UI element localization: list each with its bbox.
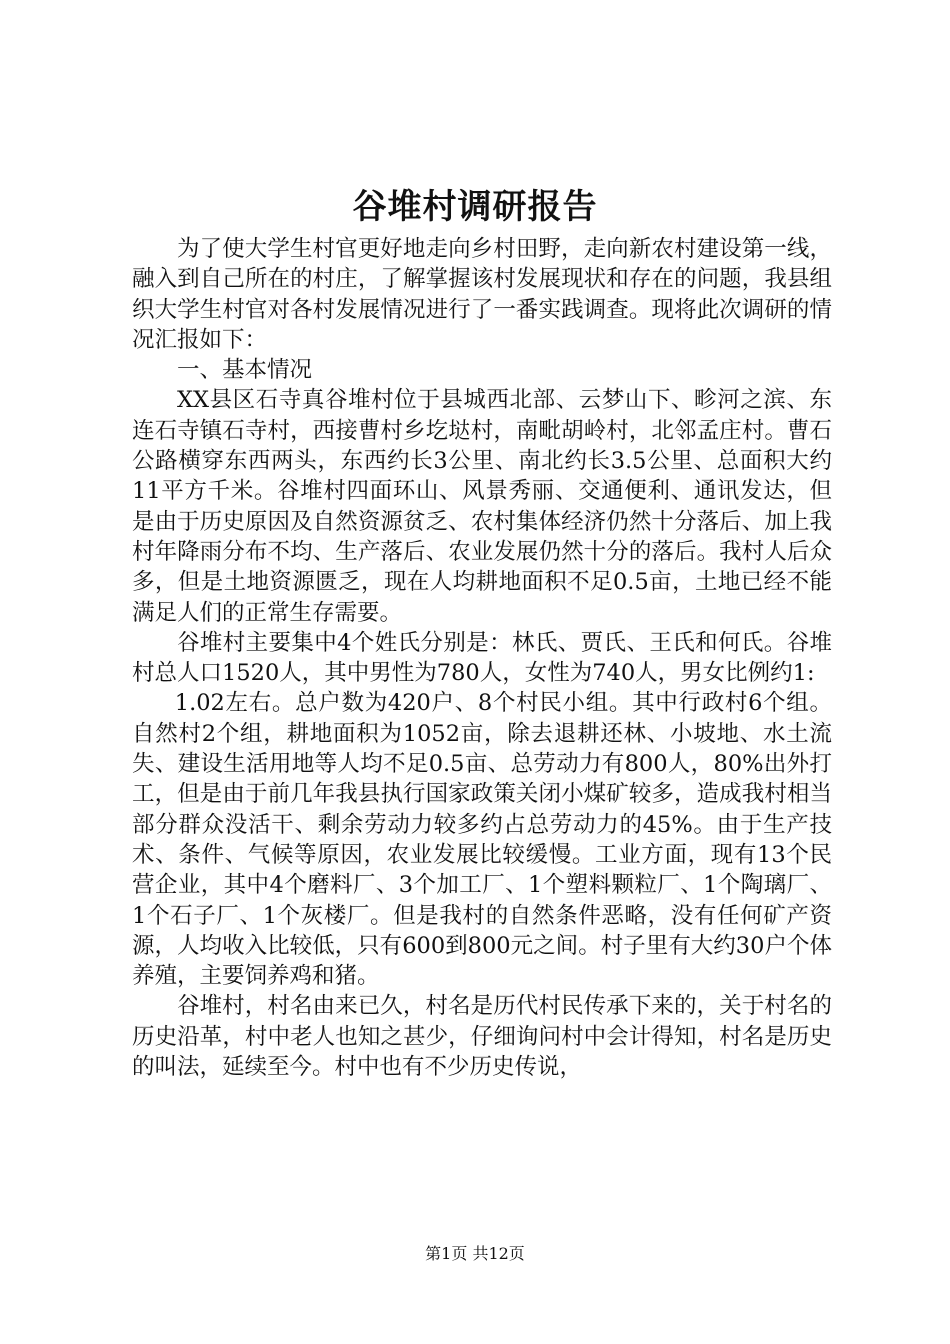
section-heading-basic-info: 一、基本情况 [177, 357, 313, 384]
paragraph-village-name: 谷堆村，村名由来已久，村名是历代村民传承下来的，关于村名的历史沿革，村中老人也知之甚少，仔细询问村中会计得知，村名是历史的叫法，延续至今。村中也有不少历史传说， [132, 993, 832, 1081]
paragraph-households: 1.02左右。总户数为420户、8个村民小组。其中行政村6个组。自然村2个组，耕地面积为1052亩，除去退耕还林、小坡地、水土流失、建设生活用地等人均不足0.5亩、总劳动力有800人，80%出外打工，但是由于前几年我县执行国家政策关闭小煤矿较多，造成我村相当部分群众没活干、剩余劳动力较多约占总劳动力的45%。由于生产技术、条件、气候等原因，农业发展比较缓慢。工业方面，现有13个民营企业，其中4个磨料厂、3个加工厂、1个塑料颗粒厂、1个陶璃厂、1个石子厂、1个灰楼厂。但是我村的自然条件恶略，没有任何矿产资源，人均收入比较低，只有600到800元之间。村子里有大约30户个体养殖，主要饲养鸡和猪。 [132, 690, 832, 990]
page-footer: 第1页 共12页 [425, 1244, 525, 1263]
paragraph-population: 谷堆村主要集中4个姓氏分别是：林氏、贾氏、王氏和何氏。谷堆村总人口1520人，其中男性为780人，女性为740人，男女比例约1: [132, 629, 832, 687]
paragraph-location: XX县区石寺真谷堆村位于县城西北部、云梦山下、畛河之滨、东连石寺镇石寺村，西接曹村乡圪垯村，南毗胡岭村，北邻孟庄村。曹石公路横穿东西两头，东西约长3公里、南北约长3.5公里、总面积大约11平方千米。谷堆村四面环山、风景秀丽、交通便利、通讯发达，但是由于历史原因及自然资源贫乏、农村集体经济仍然十分落后、加上我村年降雨分布不均、生产落后、农业发展仍然十分的落后。我村人后众多，但是土地资源匮乏，现在人均耕地面积不足0.5亩，土地已经不能满足人们的正常生存需要。 [132, 387, 832, 626]
paragraph-intro: 为了使大学生村官更好地走向乡村田野，走向新农村建设第一线，融入到自己所在的村庄，了解掌握该村发展现状和存在的问题，我县组织大学生村官对各村发展情况进行了一番实践调查。现将此次调研的情况汇报如下： [132, 236, 832, 353]
document-body [132, 234, 832, 1082]
document-title: 谷堆村调研报告 [352, 187, 598, 227]
